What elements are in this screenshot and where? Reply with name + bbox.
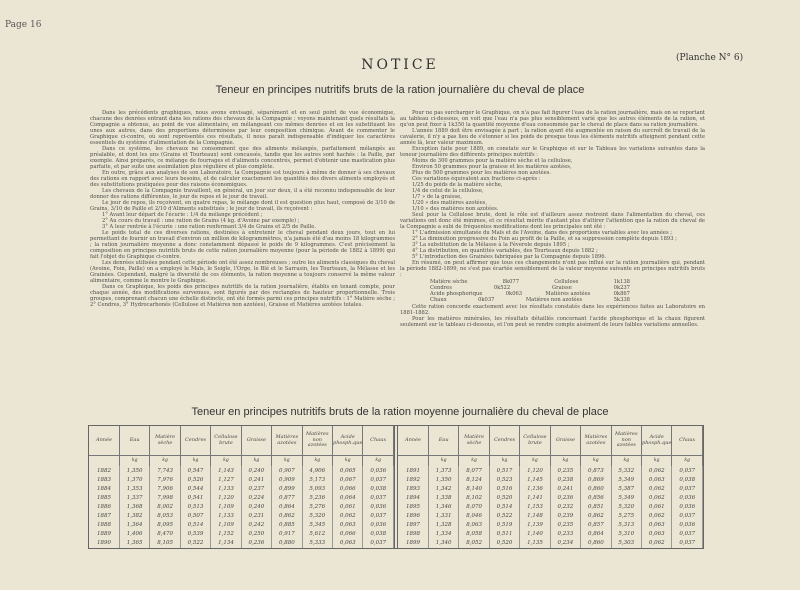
unit-cell: kg bbox=[180, 456, 210, 466]
table-cell: 1,120 bbox=[520, 466, 550, 475]
table-cell: 1,382 bbox=[119, 512, 149, 521]
paragraph: 3° A leur rentrée à l'écurie : une ration renfermant 3/4 de Grains et 2/5 de Paille. bbox=[102, 224, 317, 230]
table-row bbox=[398, 502, 703, 511]
table-row bbox=[89, 539, 394, 548]
table-cell: 0,231 bbox=[241, 512, 271, 521]
table-cell: 1,365 bbox=[119, 539, 149, 548]
table-cell: 1895 bbox=[398, 502, 428, 511]
table-cell: 0,240 bbox=[241, 502, 271, 511]
table-cell: 1883 bbox=[89, 475, 119, 484]
right-text-column bbox=[400, 110, 705, 328]
ingredient-lval: 0k522 bbox=[493, 285, 511, 291]
table-cell: 5,173 bbox=[302, 475, 332, 484]
table-cell: 0,238 bbox=[550, 475, 580, 484]
table-cell: 1,353 bbox=[119, 484, 149, 493]
left-text-column bbox=[90, 110, 395, 308]
table-cell: 0,062 bbox=[642, 512, 672, 521]
table-cell: 0,036 bbox=[672, 521, 703, 530]
table-cell: 1,148 bbox=[520, 512, 550, 521]
table-cell: 8,052 bbox=[459, 539, 489, 548]
table-cell: 0,061 bbox=[642, 502, 672, 511]
table-cell: 1,152 bbox=[211, 530, 241, 539]
table-cell: 0,917 bbox=[272, 530, 302, 539]
table-row bbox=[89, 493, 394, 502]
table-cell: 8,053 bbox=[150, 512, 180, 521]
table-row bbox=[398, 539, 703, 548]
table-cell: 0,539 bbox=[180, 530, 210, 539]
table-cell: 0,860 bbox=[581, 539, 611, 548]
table-cell: 1897 bbox=[398, 521, 428, 530]
table-cell: 0,062 bbox=[642, 484, 672, 493]
table-cell: 0,038 bbox=[363, 484, 394, 493]
table-cell: 5,275 bbox=[611, 512, 641, 521]
unit-cell: kg bbox=[302, 456, 332, 466]
table-cell: 0,224 bbox=[241, 493, 271, 502]
column-header: Chaux bbox=[672, 426, 703, 456]
table-cell: 1,120 bbox=[211, 493, 241, 502]
unit-cell: kg bbox=[611, 456, 641, 466]
table-cell: 1,328 bbox=[428, 521, 458, 530]
table-cell: 0,063 bbox=[333, 539, 363, 548]
table-cell: 7,976 bbox=[150, 475, 180, 484]
table-cell: 0,526 bbox=[180, 475, 210, 484]
ingredient-lval: 0k037 bbox=[478, 297, 495, 303]
table-title: Teneur en principes nutritifs bruts de la ration moyenne journalière du cheval de place bbox=[191, 406, 609, 418]
table-cell: 1899 bbox=[398, 539, 428, 548]
table-cell: 1,109 bbox=[211, 521, 241, 530]
unit-cell: kg bbox=[241, 456, 271, 466]
paragraph: 1/7 » de la graisse, bbox=[412, 194, 462, 200]
ingredient-left: Acide phosphorique bbox=[430, 291, 483, 297]
column-header: Chaux bbox=[363, 426, 394, 456]
table-cell: 1,342 bbox=[428, 484, 458, 493]
table-cell: 1,350 bbox=[428, 475, 458, 484]
table-cell: 0,037 bbox=[672, 512, 703, 521]
ingredient-lval: 0k063 bbox=[505, 291, 523, 297]
table-cell: 1,370 bbox=[119, 475, 149, 484]
table-cell: 8,058 bbox=[459, 530, 489, 539]
table-cell: 0,037 bbox=[363, 475, 394, 484]
table-cell: 8,470 bbox=[150, 530, 180, 539]
table-cell: 5,320 bbox=[611, 502, 641, 511]
column-header: Cellulose brute bbox=[520, 426, 550, 456]
paragraph: Le poids total de ces diverses rations, destinées à entretenir le cheval pendant deux jours, tout en lui permettant de fournir un travail d'environ un million de kilogrammètres, n'a jamais été d'au moins 18 kilogrammes ; la ration journalière moyenne a donc constamment dépassé le poids de 9 kilogrammes. C'est précisément la composition en principes nutritifs bruts de cette ration journalière moyenne (pour la période de 1882 à 1899) qui fait l'objet du Graphique ci-contre. bbox=[90, 230, 395, 260]
table-cell: 5,612 bbox=[302, 530, 332, 539]
table-cell: 1892 bbox=[398, 475, 428, 484]
paragraph: 1/10 » des matières non azotées. bbox=[412, 206, 499, 212]
paragraph: L'année 1889 doit être envisagée à part ; la ration ayant été augmentée en raison du surcroît de travail de la cavalerie, il n'y a pas lieu de s'étonner si les poids de presque tous les éléments nutritifs atteignent pendant cette année là, leur valeur maximum. bbox=[400, 128, 705, 146]
table-cell: 0,864 bbox=[272, 502, 302, 511]
notice-title: NOTICE bbox=[361, 57, 439, 73]
table-cell: 1889 bbox=[89, 530, 119, 539]
table-cell: 0,235 bbox=[550, 521, 580, 530]
table-cell: 0,036 bbox=[363, 521, 394, 530]
table-cell: 0,239 bbox=[550, 512, 580, 521]
table-cell: 0,236 bbox=[550, 493, 580, 502]
table-cell: 0,067 bbox=[333, 475, 363, 484]
table-cell: 0,857 bbox=[581, 521, 611, 530]
ingredient-left: Matière sèche bbox=[430, 279, 468, 285]
table-cell: 0,516 bbox=[489, 484, 519, 493]
paragraph: Cette ration concorde exactement avec les résultats constatés dans les expériences faites au Laboratoire en 1881-1882. bbox=[400, 304, 705, 316]
table-row bbox=[89, 475, 394, 484]
ingredient-rval: 1k138 bbox=[613, 279, 630, 285]
table-cell: 0,862 bbox=[581, 512, 611, 521]
table-cell: 0,899 bbox=[272, 484, 302, 493]
table-row bbox=[398, 484, 703, 493]
table-cell: 1885 bbox=[89, 493, 119, 502]
table-cell: 1,140 bbox=[520, 530, 550, 539]
column-header: Eau bbox=[428, 426, 458, 456]
table-cell: 0,519 bbox=[489, 521, 519, 530]
table-cell: 1882 bbox=[89, 466, 119, 475]
table-cell: 1894 bbox=[398, 493, 428, 502]
table-cell: 0,232 bbox=[550, 502, 580, 511]
table-cell: 1887 bbox=[89, 512, 119, 521]
unit-cell: kg bbox=[363, 456, 394, 466]
paragraph: Les chevaux de la Compagnie travaillent, en général, un jour sur deux, il a été reconnu indispensable de leur donner des rations différentes, le jour de repos et le jour de travail. bbox=[90, 188, 395, 200]
table-cell: 0,062 bbox=[642, 539, 672, 548]
unit-cell: kg bbox=[520, 456, 550, 466]
table-cell: 0,909 bbox=[272, 475, 302, 484]
table-cell: 8,124 bbox=[459, 475, 489, 484]
table-cell: 0,877 bbox=[272, 493, 302, 502]
table-cell: 8,140 bbox=[459, 484, 489, 493]
table-cell: 0,062 bbox=[333, 512, 363, 521]
table-row bbox=[398, 493, 703, 502]
table-cell: 1896 bbox=[398, 512, 428, 521]
table-row bbox=[89, 502, 394, 511]
table-cell: 1,136 bbox=[520, 484, 550, 493]
ingredient-right: Matières azotées bbox=[545, 291, 591, 297]
table-cell: 0,235 bbox=[550, 466, 580, 475]
ingredient-rval: 5k338 bbox=[613, 297, 630, 303]
paragraph: 1/4 de celui de la cellulose, bbox=[412, 188, 484, 194]
paragraph: Seul pour la Cellulose brute, dont le rôle est d'ailleurs assez restreint dans l'alimentation du cheval, ces variations ont donc été minimes, et ce résultat mérite d'autant plus d'attirer l'attention que la ration du cheval de la Compagnie a subi de fréquentes modifications dont les principales ont été : bbox=[400, 212, 705, 230]
table-cell: 0,514 bbox=[489, 502, 519, 511]
paragraph: Environ 50 grammes pour la graisse et les matières azotées, bbox=[412, 164, 572, 170]
table-cell: 5,093 bbox=[302, 484, 332, 493]
paragraph: 2° Au cours du travail : une ration de Grains (4 kg. d'Avoine par exemple) ; bbox=[102, 218, 300, 224]
table-cell: 1,133 bbox=[211, 512, 241, 521]
paragraph: 1/20 » des matières azotées, bbox=[412, 200, 487, 206]
table-cell: 1,145 bbox=[520, 475, 550, 484]
table-cell: 1,373 bbox=[428, 466, 458, 475]
column-header: Année bbox=[398, 426, 428, 456]
table-cell: 1,364 bbox=[119, 521, 149, 530]
table-cell: 5,310 bbox=[611, 530, 641, 539]
table-cell: 8,102 bbox=[459, 493, 489, 502]
table-cell: 0,907 bbox=[272, 466, 302, 475]
table-cell: 1,135 bbox=[520, 539, 550, 548]
paragraph: Dans les précédents graphiques, nous avons envisagé, séparément et en seul point de vue économique, chacune des denrées entrant dans les rations des chevaux de la Compagnie ; voyons maintenant quels résultats la Compagnie a obtenus, au point de vue alimentaire, en mélangeant ces mêmes denrées et en les substituant les unes aux autres, dans des proportions déterminées par leur composition chimique. Avant de commenter le Graphique ci-contre, où sont représentés ces résultats, il nous paraît indispensable d'indiquer les caractères essentiels du système d'alimentation de la Compagnie. bbox=[90, 110, 395, 146]
nutrient-table bbox=[88, 425, 704, 549]
table-cell: 0,038 bbox=[672, 475, 703, 484]
section-subtitle: Teneur en principes nutritifs bruts de la ration journalière du cheval de place bbox=[215, 84, 585, 96]
unit-cell: kg bbox=[581, 456, 611, 466]
ingredient-right: Matières non azotées bbox=[525, 297, 583, 303]
table-cell: 1,141 bbox=[520, 493, 550, 502]
ingredient-rval: 0k237 bbox=[613, 285, 630, 291]
table-cell: 0,241 bbox=[550, 484, 580, 493]
table-cell: 1898 bbox=[398, 530, 428, 539]
table-cell: 0,063 bbox=[333, 521, 363, 530]
paragraph: 1° Avant leur départ de l'écurie : 1/4 du mélange précédent ; bbox=[102, 212, 263, 218]
table-cell: 0,544 bbox=[180, 484, 210, 493]
table-cell: 5,303 bbox=[611, 539, 641, 548]
table-cell: 0,864 bbox=[581, 530, 611, 539]
table-cell: 0,062 bbox=[642, 493, 672, 502]
table-cell: 0,062 bbox=[642, 466, 672, 475]
table-cell: 8,105 bbox=[150, 539, 180, 548]
ingredient-left: Chaux bbox=[430, 297, 447, 303]
table-cell: 0,240 bbox=[241, 466, 271, 475]
table-cell: 0,065 bbox=[333, 466, 363, 475]
table-cell: 1,143 bbox=[211, 466, 241, 475]
column-header: Matières azotées bbox=[581, 426, 611, 456]
unit-cell: kg bbox=[119, 456, 149, 466]
table-row bbox=[398, 466, 703, 475]
table-cell: 5,387 bbox=[611, 484, 641, 493]
planche-label: (Planche N° 6) bbox=[676, 53, 744, 63]
paragraph: Plus de 500 grammes pour les matières non azotées. bbox=[412, 170, 552, 176]
table-cell: 0,873 bbox=[581, 466, 611, 475]
table-cell: 1884 bbox=[89, 484, 119, 493]
ingredients-list bbox=[430, 279, 705, 303]
table-row bbox=[89, 530, 394, 539]
table-cell: 0,063 bbox=[642, 530, 672, 539]
table-row bbox=[89, 484, 394, 493]
table-cell: 0,514 bbox=[180, 521, 210, 530]
paragraph: 1° L'admission simultanée du Maïs et de l'Avoine, dans des proportions variables avec les années ; bbox=[412, 230, 673, 236]
table-cell: 1,109 bbox=[211, 502, 241, 511]
table-cell: 8,046 bbox=[459, 512, 489, 521]
table-cell: 0,037 bbox=[672, 539, 703, 548]
table-cell: 0,233 bbox=[550, 530, 580, 539]
table-cell: 0,856 bbox=[581, 493, 611, 502]
table-cell: 0,036 bbox=[363, 502, 394, 511]
ingredient-left: Cendres bbox=[430, 285, 452, 291]
table-cell: 5,313 bbox=[611, 521, 641, 530]
table-cell: 0,869 bbox=[581, 475, 611, 484]
table-cell: 1888 bbox=[89, 521, 119, 530]
paragraph: En outre, grâce aux analyses de son Laboratoire, la Compagnie est toujours à même de donner à ses chevaux des rations en rapport avec leurs besoins, et de calculer exactement les quantités des divers aliments employés et des substitutions pratiquées pour des raisons économiques. bbox=[90, 170, 395, 188]
paragraph: Les denrées utilisées pendant cette période ont été assez nombreuses ; outre les aliments classiques du cheval (Avoine, Foin, Paille) on a employé le Maïs, le Seigle, l'Orge, le Blé et le Sarrasin, les Tourteaux, la Mélasse et les Grainées. Cependant, malgré la diversité de ces éléments, la ration moyenne a toujours conservé la même valeur alimentaire, comme le montre le Graphique. bbox=[90, 260, 395, 284]
table-cell: 5,333 bbox=[302, 539, 332, 548]
table-cell: 0,241 bbox=[241, 475, 271, 484]
table-row bbox=[398, 530, 703, 539]
table-cell: 0,066 bbox=[333, 484, 363, 493]
unit-cell: kg bbox=[550, 456, 580, 466]
table-cell: 1,346 bbox=[428, 502, 458, 511]
table-cell: 0,063 bbox=[642, 521, 672, 530]
table-cell: 0,520 bbox=[489, 493, 519, 502]
paragraph: 5° L'introduction des Grainées fabriquées par la Compagnie depuis 1896. bbox=[412, 254, 607, 260]
paragraph: Moins de 300 grammes pour la matière sèche et la cellulose, bbox=[412, 158, 573, 164]
column-header: Matières non azotées bbox=[302, 426, 332, 456]
paragraph: Le jour de repos, ils reçoivent, en quatre repas, le mélange dont il est question plus haut, composé de 3/10 de Grains, 3/10 de Paille et 2/10 d'Aliments substitués ; le jour de travail, ils reçoivent : bbox=[90, 200, 395, 212]
column-header: Eau bbox=[119, 426, 149, 456]
table-cell: 0,242 bbox=[241, 521, 271, 530]
table-cell: 0,064 bbox=[333, 493, 363, 502]
ingredient-rval: 0k867 bbox=[613, 291, 630, 297]
table-cell: 1,350 bbox=[119, 466, 149, 475]
unit-cell: kg bbox=[672, 456, 703, 466]
table-cell: 0,880 bbox=[272, 539, 302, 548]
table-cell: 1,139 bbox=[520, 521, 550, 530]
table-cell: 0,513 bbox=[180, 502, 210, 511]
table-cell: 0,037 bbox=[363, 493, 394, 502]
paragraph: 1/25 du poids de la matière sèche, bbox=[412, 182, 503, 188]
column-header: Cellulose brute bbox=[211, 426, 241, 456]
table-cell: 1893 bbox=[398, 484, 428, 493]
column-header: Matière sèche bbox=[150, 426, 180, 456]
page-number: Page 16 bbox=[5, 20, 42, 30]
ingredient-lval: 8k077 bbox=[502, 279, 520, 285]
table-cell: 1890 bbox=[89, 539, 119, 548]
table-cell: 1886 bbox=[89, 502, 119, 511]
table-cell: 0,860 bbox=[581, 484, 611, 493]
unit-cell: kg bbox=[150, 456, 180, 466]
table-cell: 0,885 bbox=[272, 521, 302, 530]
table-left-half bbox=[89, 426, 394, 548]
unit-cell bbox=[398, 456, 428, 466]
table-cell: 1,368 bbox=[119, 502, 149, 511]
table-cell: 0,036 bbox=[363, 466, 394, 475]
table-cell: 0,236 bbox=[241, 539, 271, 548]
table-row bbox=[398, 475, 703, 484]
paragraph: Ces variations équivalent aux fractions ci-après : bbox=[412, 176, 541, 182]
unit-cell: kg bbox=[428, 456, 458, 466]
column-header: Acide phosph.que bbox=[642, 426, 672, 456]
paragraph: 2° La diminution progressive du Foin au profit de la Paille, et sa suppression complète depuis 1893 ; bbox=[412, 236, 677, 242]
paragraph: Pour les matières minérales, les résultats détaillés concernant l'acide phosphorique et la chaux figurent seulement sur le tableau ci-dessous, et l'on peut se rendre compte aisément de leurs faibles variations annuelles. bbox=[400, 316, 705, 328]
column-header: Cendres bbox=[180, 426, 210, 456]
table-cell: 0,063 bbox=[642, 475, 672, 484]
table-cell: 0,541 bbox=[180, 493, 210, 502]
table-cell: 0,517 bbox=[489, 466, 519, 475]
paragraph: Pour ne pas surcharger le Graphique, on n'a pas fait figurer l'eau de la ration journalière, mais on se reportant au tableau ci-dessous, on voit que l'eau n'a pas plus sensiblement varié que les autres éléments de la ration, et qu'on peut fixer à 1k350 la quantité moyenne d'eau consommée par le cheval de place dans sa ration journalière. bbox=[400, 110, 705, 128]
table-cell: 1,406 bbox=[119, 530, 149, 539]
table-cell: 0,250 bbox=[241, 530, 271, 539]
table-cell: 5,349 bbox=[611, 493, 641, 502]
table-cell: 0,037 bbox=[672, 484, 703, 493]
table-cell: 1,340 bbox=[428, 539, 458, 548]
table-cell: 0,037 bbox=[363, 512, 394, 521]
table-cell: 0,038 bbox=[363, 530, 394, 539]
table-cell: 1,127 bbox=[211, 475, 241, 484]
table-cell: 1,334 bbox=[428, 530, 458, 539]
table-cell: 5,236 bbox=[302, 493, 332, 502]
table-cell: 0,507 bbox=[180, 512, 210, 521]
table-cell: 0,511 bbox=[489, 530, 519, 539]
unit-cell: kg bbox=[333, 456, 363, 466]
table-cell: 7,998 bbox=[150, 493, 180, 502]
table-cell: 5,345 bbox=[302, 521, 332, 530]
table-cell: 5,349 bbox=[611, 475, 641, 484]
table-cell: 0,522 bbox=[489, 512, 519, 521]
table-row bbox=[89, 521, 394, 530]
table-row bbox=[398, 521, 703, 530]
table-cell: 7,906 bbox=[150, 484, 180, 493]
unit-cell: kg bbox=[642, 456, 672, 466]
column-header: Graisse bbox=[550, 426, 580, 456]
unit-cell: kg bbox=[211, 456, 241, 466]
table-cell: 8,077 bbox=[459, 466, 489, 475]
table-right-half bbox=[398, 426, 703, 548]
column-header: Acide phosph.que bbox=[333, 426, 363, 456]
table-cell: 0,520 bbox=[489, 539, 519, 548]
table-row bbox=[89, 512, 394, 521]
table-cell: 0,061 bbox=[333, 502, 363, 511]
unit-cell: kg bbox=[272, 456, 302, 466]
table-cell: 1,134 bbox=[211, 539, 241, 548]
table-row bbox=[89, 466, 394, 475]
paragraph: 3° La substitution de la Mélasse à la Féverole depuis 1895 ; bbox=[412, 242, 570, 248]
table-cell: 5,332 bbox=[611, 466, 641, 475]
paragraph: Dans ce Graphique, les poids des principes nutritifs de la ration journalière, établis en tenant compte, pour chaque année, des modifications survenues, sont figurés par des rectangles de hauteur proportionnelle. Trois groupes, comprenant chacun une échelle distincte, ont été formés parmi ces principes nutritifs : 1° Matière sèche ; 2° Cendres, 3° Hydrocarbonés (Cellulose et Matières non azotées), Graisse et Matières azotées totales. bbox=[90, 284, 395, 308]
column-header: Cendres bbox=[489, 426, 519, 456]
table-cell: 0,037 bbox=[363, 539, 394, 548]
paragraph: Dans ce système, les chevaux ne consomment que des aliments mélangés, parfaitement mélangés au préalable, et dont les uns (Grains et Tourteaux) sont concassés, tandis que les autres sont hachés : la Paille, par exemple. Ainsi préparés, ce mélange de fourrages et d'aliments concentrés, permet d'obtenir une mastication plus parfaite, et par suite une assimilation plus régulière et plus complète. bbox=[90, 146, 395, 170]
ingredient-right: Cellulose bbox=[554, 279, 579, 285]
unit-cell: kg bbox=[459, 456, 489, 466]
table-cell: 1,338 bbox=[428, 493, 458, 502]
table-cell: 0,851 bbox=[581, 502, 611, 511]
paragraph: 4° La distribution, en quantités variables, des Tourteaux depuis 1882 ; bbox=[412, 248, 598, 254]
table-cell: 0,036 bbox=[672, 502, 703, 511]
paragraph: Exception faite pour 1889, on constate sur le Graphique et sur le Tableau les variations suivantes dans la teneur journalière des différents principes nutritifs : bbox=[400, 146, 705, 158]
column-header: Année bbox=[89, 426, 119, 456]
column-header: Matières non azotées bbox=[611, 426, 641, 456]
table-cell: 8,002 bbox=[150, 502, 180, 511]
ingredient-right: Graisse bbox=[552, 285, 572, 291]
table-cell: 1,331 bbox=[428, 512, 458, 521]
table-cell: 0,547 bbox=[180, 466, 210, 475]
table-cell: 0,066 bbox=[333, 530, 363, 539]
table-row bbox=[398, 512, 703, 521]
ingredient-row bbox=[430, 297, 630, 303]
table-cell: 1,337 bbox=[119, 493, 149, 502]
table-cell: 1,133 bbox=[211, 484, 241, 493]
table-cell: 0,037 bbox=[672, 466, 703, 475]
table-cell: 4,906 bbox=[302, 466, 332, 475]
table-cell: 0,237 bbox=[241, 484, 271, 493]
table-cell: 8,095 bbox=[150, 521, 180, 530]
table-cell: 8,063 bbox=[459, 521, 489, 530]
unit-cell bbox=[89, 456, 119, 466]
table-cell: 5,320 bbox=[302, 512, 332, 521]
table-cell: 5,276 bbox=[302, 502, 332, 511]
table-cell: 0,036 bbox=[672, 493, 703, 502]
table-cell: 0,523 bbox=[489, 475, 519, 484]
table-cell: 0,234 bbox=[550, 539, 580, 548]
table-cell: 0,862 bbox=[272, 512, 302, 521]
table-cell: 8,070 bbox=[459, 502, 489, 511]
table-cell: 1,153 bbox=[520, 502, 550, 511]
column-header: Matière sèche bbox=[459, 426, 489, 456]
unit-cell: kg bbox=[489, 456, 519, 466]
table-cell: 0,522 bbox=[180, 539, 210, 548]
table-cell: 1891 bbox=[398, 466, 428, 475]
column-header: Graisse bbox=[241, 426, 271, 456]
paragraph: En résumé, on peut affirmer que tous ces changements n'ont pas influé sur la ration journalière qui, pendant la période 1882-1899, ne s'est pas écartée sensiblement de la valeur moyenne suivante en principes nutritifs bruts : bbox=[400, 260, 705, 278]
table-cell: 7,743 bbox=[150, 466, 180, 475]
table-cell: 0,037 bbox=[672, 530, 703, 539]
column-header: Matières azotées bbox=[272, 426, 302, 456]
